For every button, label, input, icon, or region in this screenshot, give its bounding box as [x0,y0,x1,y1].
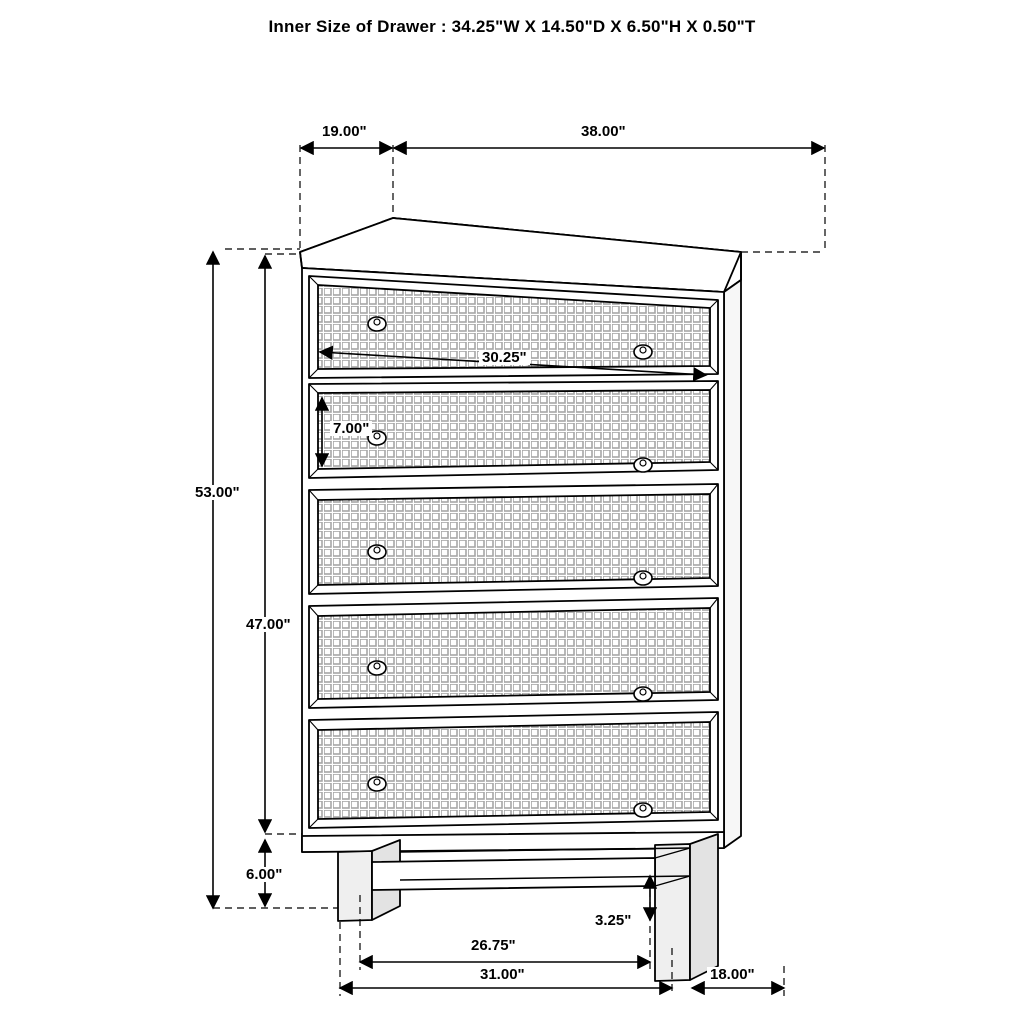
dim-label-depth-top: 19.00" [319,124,370,139]
dim-label-leg-height: 6.00" [243,867,285,882]
dim-label-drawer-width: 30.25" [479,350,530,365]
page-title: Inner Size of Drawer : 34.25"W X 14.50"D X 6.50"H X 0.50"T [268,17,756,36]
dim-label-width-top: 38.00" [578,124,629,139]
dim-label-base-depth: 18.00" [707,967,758,982]
dim-label-drawer-height: 7.00" [330,421,372,436]
dim-label-base-width: 31.00" [477,967,528,982]
dim-label-case-height: 47.00" [243,617,294,632]
dim-label-base-inner: 26.75" [468,938,519,953]
dim-label-stretcher: 3.25" [592,913,634,928]
dim-label-overall-height: 53.00" [192,485,243,500]
